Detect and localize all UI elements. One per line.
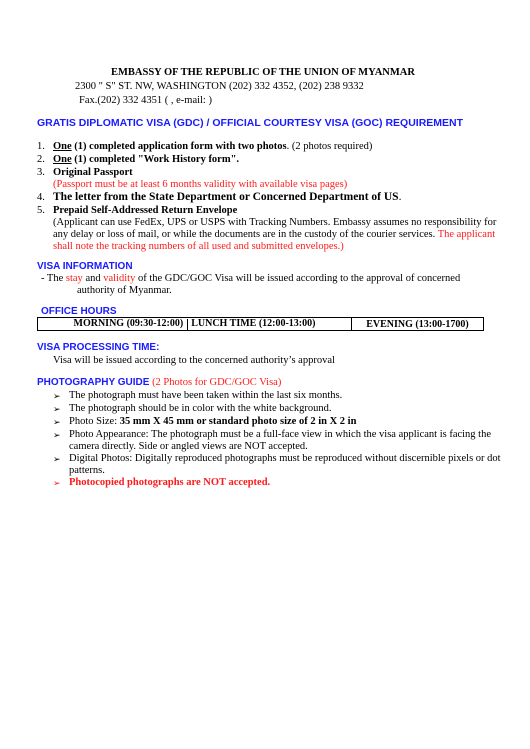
evening-hours: EVENING (13:00-1700) [352,318,484,331]
envelope-note-text: any delay or loss of mail, or while the documents are in the custody of the courier services. [53,229,438,240]
passport-note: (Passport must be at least 6 months validity with available visa pages) [53,179,348,190]
visa-info-text: The [44,273,66,284]
photo-guide-item-1: The photograph must have been taken within the last six months. [69,390,343,401]
photo-size-value: 35 mm X 45 mm or standard photo size of 2 in X 2 in [119,416,357,427]
validity-word: validity [103,273,136,284]
hours-cell-morning-lunch [38,318,352,331]
photo-guide-heading: PHOTOGRAPHY GUIDE [37,377,150,388]
embassy-address: 2300 " S" ST. NW, WASHINGTON (202) 332 4352, (202) 238 9332 [75,81,364,92]
dash: - [41,273,45,284]
embassy-title: EMBASSY OF THE REPUBLIC OF THE UNION OF MYANMAR [111,67,415,78]
requirement-item-4 [37,191,401,203]
requirement-item-3 [37,167,133,178]
one-label: One [53,154,72,165]
visa-info-line-1 [41,273,460,284]
office-hours-heading: OFFICE HOURS [41,306,117,317]
item-number: 4. [37,192,45,203]
photo-guide-item-4-line-1: Photo Appearance: The photograph must be a full-face view in which the visa applicant is facing the [69,429,492,440]
office-hours-row [38,318,484,331]
arrow-bullet-icon: ➢ [53,404,61,414]
arrow-bullet-icon: ➢ [53,417,61,427]
visa-info-text: and [82,273,104,284]
requirement-item-5 [37,205,237,216]
photo-guide-item-4-line-2: camera directly. Side or angled views are NOT accepted. [69,441,308,452]
photo-size-label: Photo Size: [69,416,120,427]
item-number: 3. [37,167,45,178]
photo-guide-item-2: The photograph should be in color with the white background. [69,403,332,414]
requirement-item-2 [37,154,239,165]
arrow-bullet-icon: ➢ [53,478,61,488]
requirement-heading: GRATIS DIPLOMATIC VISA (GDC) / OFFICIAL COURTESY VISA (GOC) REQUIREMENT [37,117,464,129]
visa-info-heading: VISA INFORMATION [37,261,133,272]
photo-guide-item-5-line-1: Digital Photos: Digitally reproduced photographs must be reproduced without discernible pixels or dot [69,453,501,464]
item-number: 2. [37,154,45,165]
visa-info-line-2: authority of Myanmar. [77,285,172,296]
item-bold-text: Prepaid Self-Addressed Return Envelope [53,205,238,216]
arrow-bullet-icon: ➢ [53,454,61,464]
processing-time-heading: VISA PROCESSING TIME: [37,342,160,353]
item-number: 1. [37,141,45,152]
item-bold-text: (1) completed "Work History form". [71,154,240,165]
item-text: . [398,191,402,203]
photo-guide-subheading: (2 Photos for GDC/GOC Visa) [149,377,282,388]
lunch-hours: LUNCH TIME (12:00-13:00) [191,318,316,330]
processing-time-text: Visa will be issued according to the concerned authority’s approval [53,355,335,366]
one-label: One [53,141,72,152]
envelope-note-red: The applicant [437,229,496,240]
visa-info-text: of the GDC/GOC Visa will be issued according to the approval of concerned [135,273,461,284]
stay-word: stay [65,273,83,284]
item-number: 5. [37,205,45,216]
morning-hours: MORNING (09:30-12:00) [73,318,184,330]
envelope-note-line-2 [53,229,495,240]
arrow-bullet-icon: ➢ [53,430,61,440]
item-bold-text: (1) completed application form with two photos [71,141,287,152]
photo-guide-heading-line [37,377,281,388]
item-text: . (2 photos required) [286,141,373,152]
photo-guide-item-6: Photocopied photographs are NOT accepted. [69,477,271,488]
cell-divider [187,319,188,330]
envelope-note-line-1: (Applicant can use FedEx, UPS or USPS with Tracking Numbers. Embassy assumes no responsibility for [53,217,497,228]
envelope-note-line-3: shall note the tracking numbers of all used and submitted envelopes.) [53,241,344,252]
photo-guide-item-3 [69,416,356,427]
photo-guide-item-5-line-2: patterns. [69,465,105,476]
embassy-fax: Fax.(202) 332 4351 ( , e-mail: ) [79,95,212,106]
office-hours-table [37,317,484,331]
requirement-item-1 [37,141,372,152]
arrow-bullet-icon: ➢ [53,391,61,401]
item-bold-text: Original Passport [53,167,133,178]
item-bold-text: The letter from the State Department or Concerned Department of US [53,191,399,203]
